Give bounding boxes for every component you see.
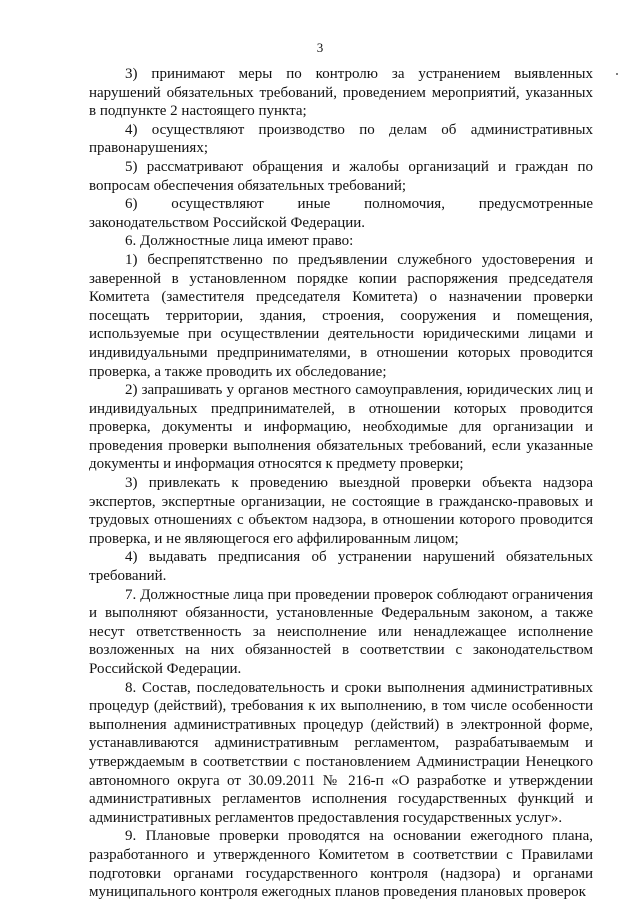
paragraph-4-proceedings: 4) осуществляют производство по делам об административных правонарушениях; (89, 121, 593, 157)
right-4-issue-orders: 4) выдавать предписания об устранении нарушений обязательных требований. (89, 549, 593, 585)
section-6-heading: 6. Должностные лица имеют право: (125, 233, 354, 250)
page-number: 3 (316, 40, 324, 55)
paragraph-3-measures: 3) принимают меры по контролю за устранением выявленных нарушений обязательных требований, проведением мероприятий, указанных в подпункте 2 настоящего пункта; (89, 66, 593, 120)
document-body (89, 65, 593, 902)
right-2-request-documents: 2) запрашивать у органов местного самоуправления, юридических лиц и индивидуальных предпринимателей, в отношении которых проводится проверка, документы и информацию, необходимые для организации и проведения проверки выполнения обязательных требований, если указанные документы и информация относятся к предмету проверки; (89, 382, 593, 473)
scan-speck (616, 73, 618, 75)
section-8-procedures: 8. Состав, последовательность и сроки выполнения административных процедур (действий), требования к их выполнению, в том числе особенности выполнения административных процедур (действий) в электронной форме, устанавливаются административным регламентом, разрабатываемым и утверждаемым в соответствии с постановлением Администрации Ненецкого автономного округа от 30.09.2011 № 216-п «О разработке и утверждении административных регламентов исполнения государственных функций и административных регламентов предоставления государственных услуг». (89, 679, 593, 826)
section-7-obligations: 7. Должностные лица при проведении проверок соблюдают ограничения и выполняют обязанности, установленные Федеральным законом, а также несут ответственность за неисполнение или ненадлежащее исполнение возложенных на них обязанностей в соответствии с законодательством Российской Федерации. (89, 586, 593, 677)
right-1-access: 1) беспрепятственно по предъявлении служебного удостоверения и заверенной в установленном порядке копии распоряжения председателя Комитета (заместителя председателя Комитета) о назначении проверки посещать территории, здания, строения, сооружения и помещения, используемые при осуществлении деятельности юридическими лицами и индивидуальными предпринимателями, в отношении которых проводится проверка, а также проводить их обследование; (89, 251, 593, 380)
right-3-engage-experts: 3) привлекать к проведению выездной проверки объекта надзора экспертов, экспертные организации, не состоящие в гражданско-правовых и трудовых отношениях с объектом надзора, в отношении которого проводится проверка, и не являющегося его аффилированным лицом; (89, 475, 593, 547)
section-9-planned-inspections: 9. Плановые проверки проводятся на основании ежегодного плана, разработанного и утвержденного Комитетом в соответствии с Правилами подготовки органами государственного контроля (надзора) и органами муниципального контроля ежегодных планов проведения плановых проверок (89, 828, 593, 901)
paragraph-6-other-powers: 6) осуществляют иные полномочия, предусмотренные законодательством Российской Федерации. (89, 196, 593, 231)
paragraph-5-appeals: 5) рассматривают обращения и жалобы организаций и граждан по вопросам обеспечения обязательных требований; (89, 158, 593, 194)
